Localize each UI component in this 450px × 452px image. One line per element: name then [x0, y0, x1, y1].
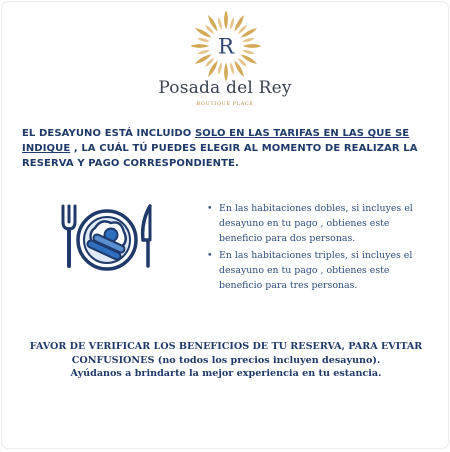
benefit-item-double: • En las habitaciones dobles, si incluyes el desayuno en tu pago , obtienes este beneficio para dos personas.: [207, 201, 432, 246]
policy-text-part2: , LA CUÁL TÚ PUEDES ELEGIR AL MOMENTO DE REALIZAR LA RESERVA Y PAGO CORRESPONDIENTE.: [22, 143, 418, 169]
logo-ray: [229, 62, 235, 75]
notice-parenthetical: (no todos los precios incluyen desayuno).: [154, 354, 381, 366]
logo-ray: [190, 44, 209, 48]
benefits-list: [207, 201, 432, 295]
logo-ray: [197, 49, 210, 55]
logo-initial: R: [217, 34, 235, 60]
benefit-item-triple: • En las habitaciones triples, si incluyes el desayuno en tu pago , obtienes este beneficio para tres personas.: [207, 248, 432, 293]
info-card: [2, 2, 448, 448]
logo-ray: [242, 37, 255, 43]
logo-ray: [242, 49, 255, 55]
notice-closing: Ayúdanos a brindarte la mejor experiencia en tu estancia.: [70, 368, 382, 379]
breakfast-policy-text: [22, 126, 430, 171]
notice-warning: FAVOR DE VERIFICAR LOS BENEFICIOS DE TU RESERVA, PARA EVITAR CONFUSIONES: [29, 341, 423, 366]
logo-ray: [229, 17, 235, 30]
brand-name: Posada del Rey: [158, 78, 292, 98]
brand-logo: [188, 8, 264, 84]
breakfast-plate-icon: [57, 202, 159, 274]
brand-tagline: BOUTIQUE PLACE: [196, 101, 254, 107]
policy-text-part1: EL DESAYUNO ESTÁ INCLUIDO: [22, 128, 195, 139]
logo-ray: [243, 44, 262, 48]
logo-ray: [217, 62, 223, 75]
logo-ray: [197, 37, 210, 43]
verification-notice: [22, 340, 430, 381]
policy-underlined-text: SOLO EN LAS TARIFAS EN LAS QUE SE INDIQUE: [22, 128, 410, 154]
logo-ray: [224, 10, 228, 29]
logo-ray: [217, 17, 223, 30]
